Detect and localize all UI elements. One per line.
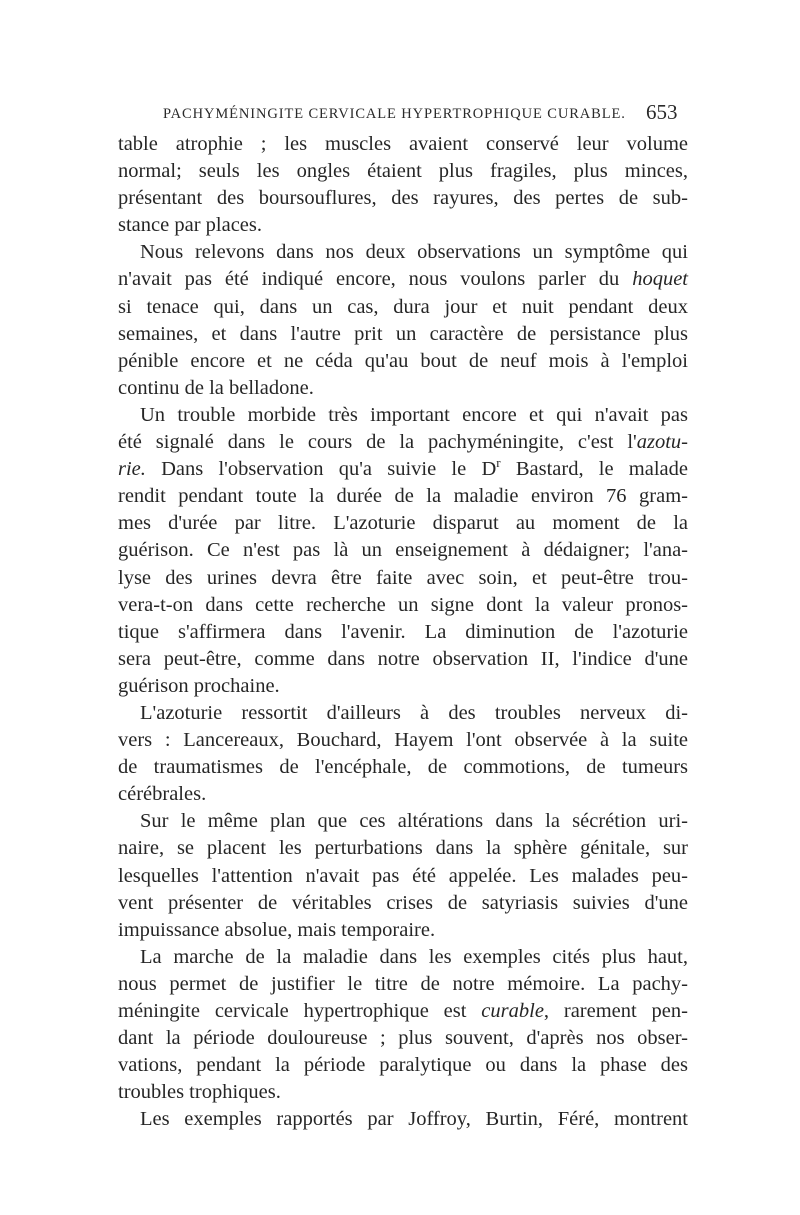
text-line: rie. Dans l'observation qu'a suivie le $D^r$ Bastard, le malade <box>118 455 688 481</box>
text-line: vers : Lancereaux, Bouchard, Hayem l'ont observée à la suite <box>118 729 688 752</box>
text-line: stance par places. <box>118 214 262 237</box>
text-line: présentant des boursouflures, des rayures, des pertes de sub- <box>118 187 688 210</box>
text-line: semaines, et dans l'autre prit un caractère de persistance plus <box>118 322 688 345</box>
text-line: vent présenter de véritables crises de satyriasis suivies d'une <box>118 891 688 914</box>
text-line: guérison prochaine. <box>118 674 280 697</box>
text-line: nous permet de justifier le titre de notre mémoire. La pachy- <box>118 972 688 995</box>
text-line: n'avait pas été indiqué encore, nous voulons parler du hoquet <box>118 268 688 291</box>
text-line: pénible encore et ne céda qu'au bout de neuf mois à l'emploi <box>118 349 688 372</box>
page-number: 653 <box>646 100 678 124</box>
text-line: tique s'affirmera dans l'avenir. La diminution de l'azoturie <box>118 620 688 643</box>
text-line: guérison. Ce n'est pas là un enseignement à dédaigner; l'ana- <box>118 539 688 562</box>
superscript: r <box>496 455 501 471</box>
italic-term: curable <box>481 1000 544 1022</box>
text-line: rendit pendant toute la durée de la maladie environ 76 gram- <box>118 485 688 508</box>
text-line: troubles trophiques. <box>118 1081 281 1104</box>
text-line: naire, se placent les perturbations dans la sphère génitale, sur <box>118 837 688 860</box>
text-line: mes d'urée par litre. L'azoturie disparut au moment de la <box>118 512 688 535</box>
text-line: lyse des urines devra être faite avec soin, et peut-être trou- <box>118 566 688 589</box>
body-text <box>118 131 688 1133</box>
paragraph-start-line: Les exemples rapportés par Joffroy, Burtin, Féré, montrent <box>140 1108 688 1131</box>
italic-term: rie. <box>118 458 146 481</box>
text-line: de traumatismes de l'encéphale, de commotions, de tumeurs <box>118 756 688 779</box>
text-line: méningite cervicale hypertrophique est curable, rarement pen- <box>118 1000 688 1022</box>
text-line: sera peut-être, comme dans notre observation II, l'indice d'une <box>118 647 688 670</box>
paragraph-start-line: Un trouble morbide très important encore et qui n'avait pas <box>140 403 688 426</box>
text-line: dant la période douloureuse ; plus souvent, d'après nos obser- <box>118 1027 688 1050</box>
paragraph-start-line: Sur le même plan que ces altérations dans la sécrétion uri- <box>140 810 688 833</box>
text-line: impuissance absolue, mais temporaire. <box>118 918 436 941</box>
text-line: table atrophie ; les muscles avaient conservé leur volume <box>118 133 688 155</box>
italic-term: azotu- <box>636 431 688 454</box>
paragraph-start-line: L'azoturie ressortit d'ailleurs à des troubles nerveux di- <box>140 701 688 724</box>
text-line: lesquelles l'attention n'avait pas été appelée. Les malades peu- <box>118 864 688 887</box>
text-line: si tenace qui, dans un cas, dura jour et nuit pendant deux <box>118 295 688 318</box>
italic-term: hoquet <box>632 268 688 291</box>
paragraph-start-line: Nous relevons dans nos deux observations un symptôme qui <box>140 241 688 264</box>
text-line: normal; seuls les ongles étaient plus fragiles, plus minces, <box>118 160 688 183</box>
text-line: été signalé dans le cours de la pachyméningite, c'est l'azotu- <box>118 431 688 454</box>
text-line: continu de la belladone. <box>118 376 314 399</box>
paragraph-start-line: La marche de la maladie dans les exemples cités plus haut, <box>140 945 688 968</box>
running-title: PACHYMÉNINGITE CERVICALE HYPERTROPHIQUE CURABLE. <box>163 106 626 122</box>
running-head <box>0 100 800 130</box>
text-line: cérébrales. <box>118 783 207 806</box>
text-line: vations, pendant la période paralytique ou dans la phase des <box>118 1054 688 1077</box>
text-line: vera-t-on dans cette recherche un signe dont la valeur pronos- <box>118 593 688 616</box>
